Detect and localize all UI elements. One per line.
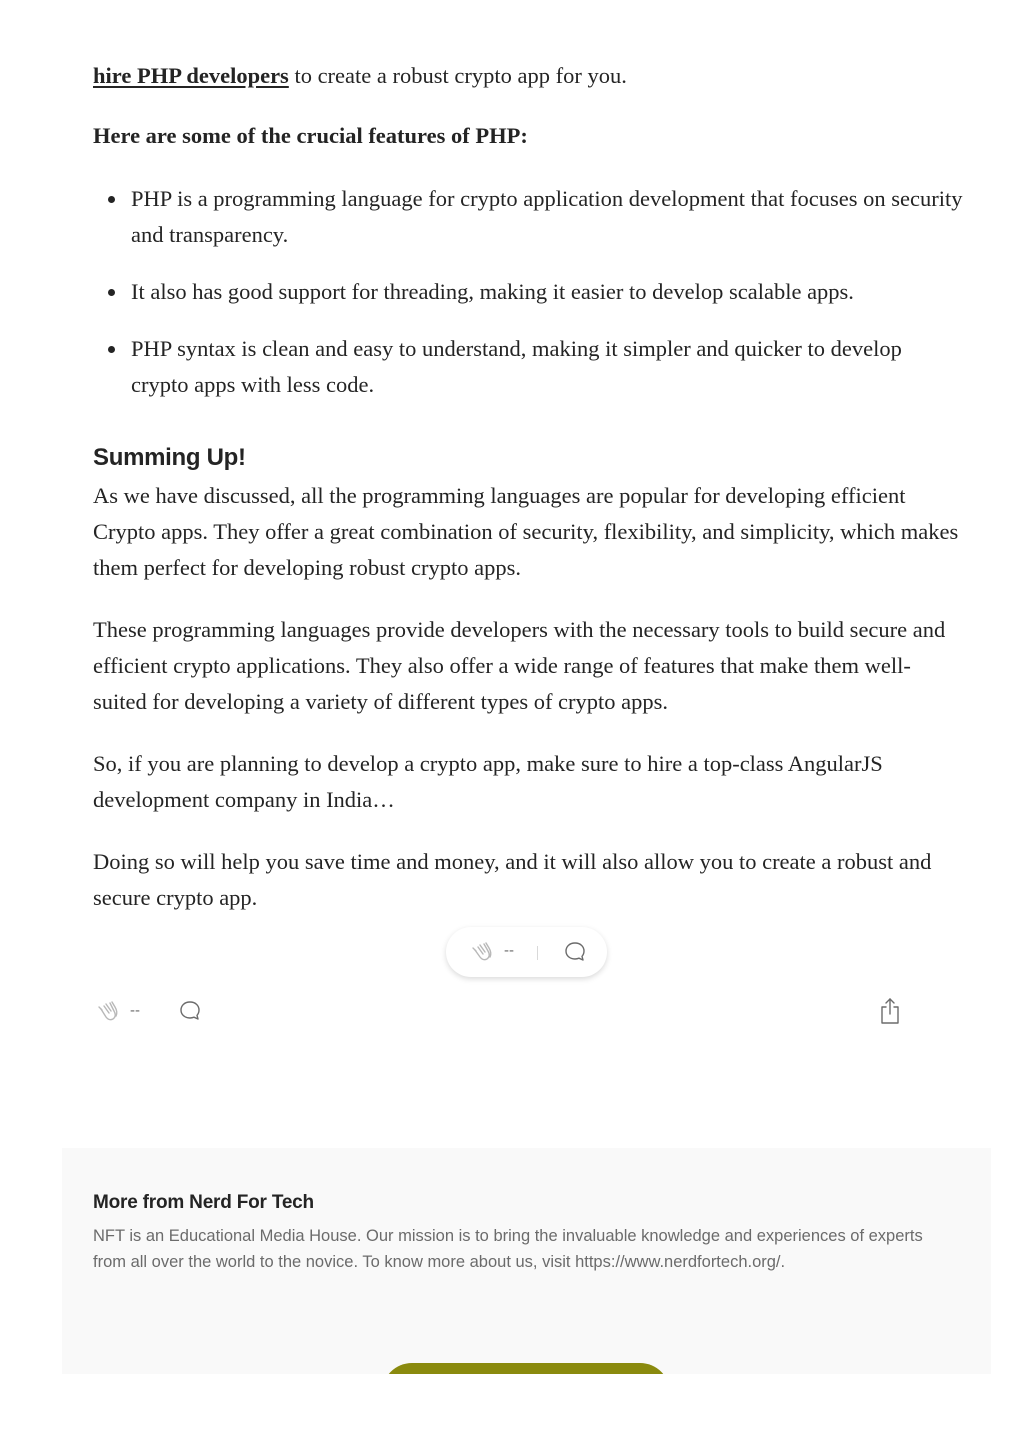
paragraph: These programming languages provide developers with the necessary tools to build secure and efficient crypto applications. They also offer a wide range of features that make them well-suited for developing a variety of different types of crypto apps.	[93, 617, 946, 714]
list-item: PHP syntax is clean and easy to understand, making it simpler and quicker to develop crypto apps with less code.	[93, 331, 963, 403]
features-heading: Here are some of the crucial features of PHP:	[93, 123, 528, 148]
follow-button[interactable]	[382, 1363, 670, 1374]
section-heading: Summing Up!	[93, 444, 246, 471]
clap-count: --	[130, 1002, 140, 1019]
paragraph: So, if you are planning to develop a crypto app, make sure to hire a top-class AngularJS development company in India…	[93, 751, 883, 812]
paragraph: Doing so will help you save time and money, and it will also allow you to create a robust and secure crypto app.	[93, 849, 932, 910]
intro-text: to create a robust crypto app for you.	[288, 63, 627, 88]
list-item: It also has good support for threading, making it easier to develop scalable apps.	[93, 274, 963, 310]
intro-paragraph	[93, 58, 963, 94]
share-icon[interactable]	[878, 996, 902, 1031]
clap-icon[interactable]	[93, 995, 121, 1032]
more-from-title: More from Nerd For Tech	[93, 1192, 314, 1213]
divider	[537, 946, 538, 960]
clap-count: --	[504, 942, 514, 959]
more-from-description: NFT is an Educational Media House. Our mission is to bring the invaluable knowledge and experiences of experts from all over the world to the novice. To know more about us, visit https://www.nerdfortech.org/.	[93, 1227, 923, 1271]
hire-php-developers-link[interactable]: hire PHP developers	[93, 63, 289, 88]
article-action-bar	[93, 995, 913, 1029]
more-from-section	[62, 1148, 991, 1374]
clap-icon[interactable]	[467, 938, 495, 971]
response-icon[interactable]	[563, 940, 587, 969]
response-icon[interactable]	[178, 999, 202, 1028]
paragraph: As we have discussed, all the programming languages are popular for developing efficient Crypto apps. They offer a great combination of security, flexibility, and simplicity, which makes them perfect for developing robust crypto apps.	[93, 483, 959, 580]
list-item: PHP is a programming language for crypto application development that focuses on security and transparency.	[93, 181, 963, 253]
floating-action-bar	[446, 927, 607, 977]
